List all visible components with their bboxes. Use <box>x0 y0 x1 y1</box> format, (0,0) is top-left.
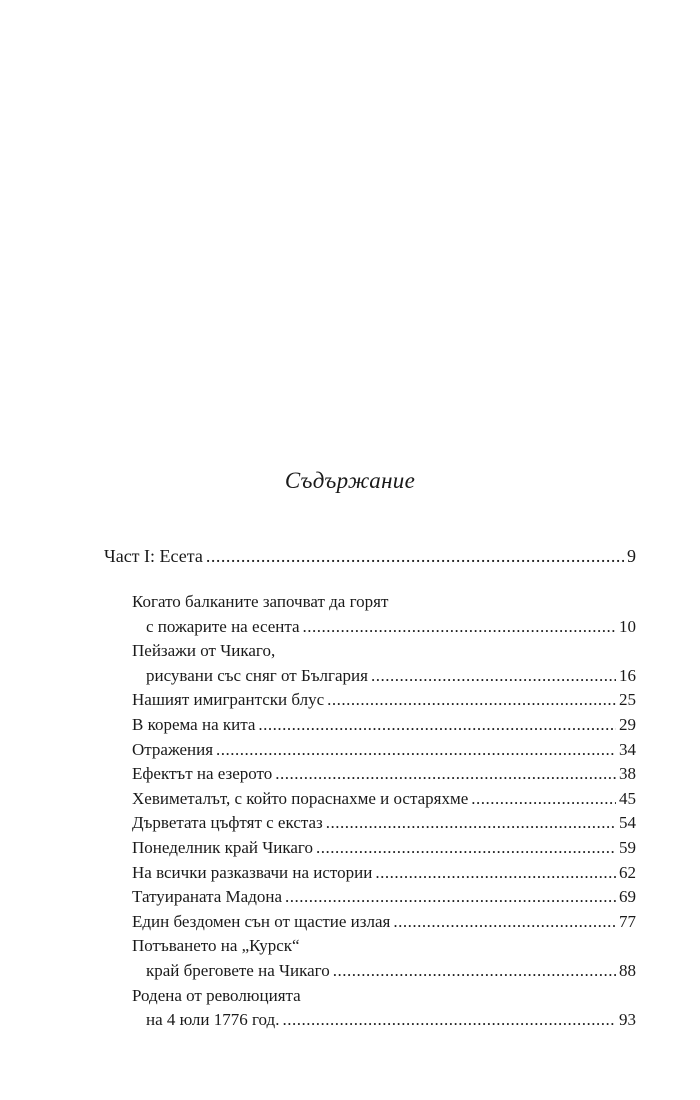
toc-entry <box>104 885 636 910</box>
entry-title: Когато балканите започват да горят <box>132 592 389 611</box>
table-of-contents <box>104 542 636 1033</box>
entry-title: Дърветата цъфтят с екстаз <box>132 813 323 833</box>
entry-title: Пейзажи от Чикаго, <box>132 641 276 661</box>
toc-entry <box>104 910 636 935</box>
page-number: 93 <box>619 1010 636 1030</box>
page-number: 45 <box>619 788 636 808</box>
entry-title: Понеделник край Чикаго <box>132 837 313 857</box>
page-number: 38 <box>619 764 636 784</box>
toc-title: Съдържание <box>284 468 416 493</box>
entry-title-continuation: рисувани със сняг от България <box>146 665 368 685</box>
leader-dots <box>333 959 616 984</box>
entry-title: Отражения <box>132 739 214 759</box>
leader-dots <box>316 836 616 861</box>
toc-entry-first-line <box>104 934 636 959</box>
entry-title: Хевиметалът, с който пораснахме и остаряхме <box>132 788 469 808</box>
toc-entry <box>104 615 636 640</box>
entry-title-continuation: с пожарите на есента <box>146 616 300 636</box>
entry-title: Татуираната Мадона <box>132 887 283 907</box>
entry-title: Родена от революцията <box>132 985 301 1005</box>
leader-dots <box>258 713 616 738</box>
entry-title: Един бездомен сън от щастие излая <box>132 911 391 931</box>
leader-dots <box>393 910 616 935</box>
entry-title-continuation: край бреговете на Чикаго <box>146 960 330 980</box>
toc-part-heading <box>104 542 636 570</box>
leader-dots <box>326 811 616 836</box>
leader-dots <box>327 688 616 713</box>
page-number: 29 <box>619 714 636 734</box>
page-number: 9 <box>627 546 636 566</box>
leader-dots <box>375 861 616 886</box>
toc-entry-first-line <box>104 984 636 1009</box>
toc-entry <box>104 959 636 984</box>
entry-title: На всички разказвачи на истории <box>132 862 373 882</box>
entry-title: Нашият имигрантски блус <box>132 690 325 710</box>
toc-entry <box>104 836 636 861</box>
leader-dots <box>275 762 616 787</box>
page-number: 59 <box>619 837 636 857</box>
leader-dots <box>303 615 616 640</box>
part-title: Част I: Есета <box>104 546 203 566</box>
entry-title: В корема на кита <box>132 714 256 734</box>
leader-dots <box>216 738 616 763</box>
entry-title-continuation: на 4 юли 1776 год. <box>146 1010 280 1030</box>
toc-entry-first-line <box>104 639 636 664</box>
leader-dots <box>282 1008 616 1033</box>
toc-entry <box>104 664 636 689</box>
toc-entry <box>104 861 636 886</box>
page-number: 16 <box>619 665 636 685</box>
page-number: 10 <box>619 616 636 636</box>
page-number: 34 <box>619 739 636 759</box>
page-number: 77 <box>619 911 636 931</box>
toc-entry <box>104 787 636 812</box>
leader-dots <box>206 542 624 570</box>
toc-entry <box>104 688 636 713</box>
page-number: 88 <box>619 960 636 980</box>
toc-entry <box>104 1008 636 1033</box>
page-number: 62 <box>619 862 636 882</box>
toc-entry <box>104 811 636 836</box>
leader-dots <box>471 787 616 812</box>
leader-dots <box>371 664 616 689</box>
page-number: 54 <box>619 813 636 833</box>
toc-entry <box>104 713 636 738</box>
entry-title: Потъването на „Курск“ <box>132 936 300 956</box>
page-number: 69 <box>619 887 636 907</box>
page-number: 25 <box>619 690 636 710</box>
leader-dots <box>285 885 616 910</box>
toc-entry <box>104 762 636 787</box>
toc-entry-first-line <box>104 590 636 615</box>
entry-title: Ефектът на езерото <box>132 764 273 784</box>
toc-entry <box>104 738 636 763</box>
